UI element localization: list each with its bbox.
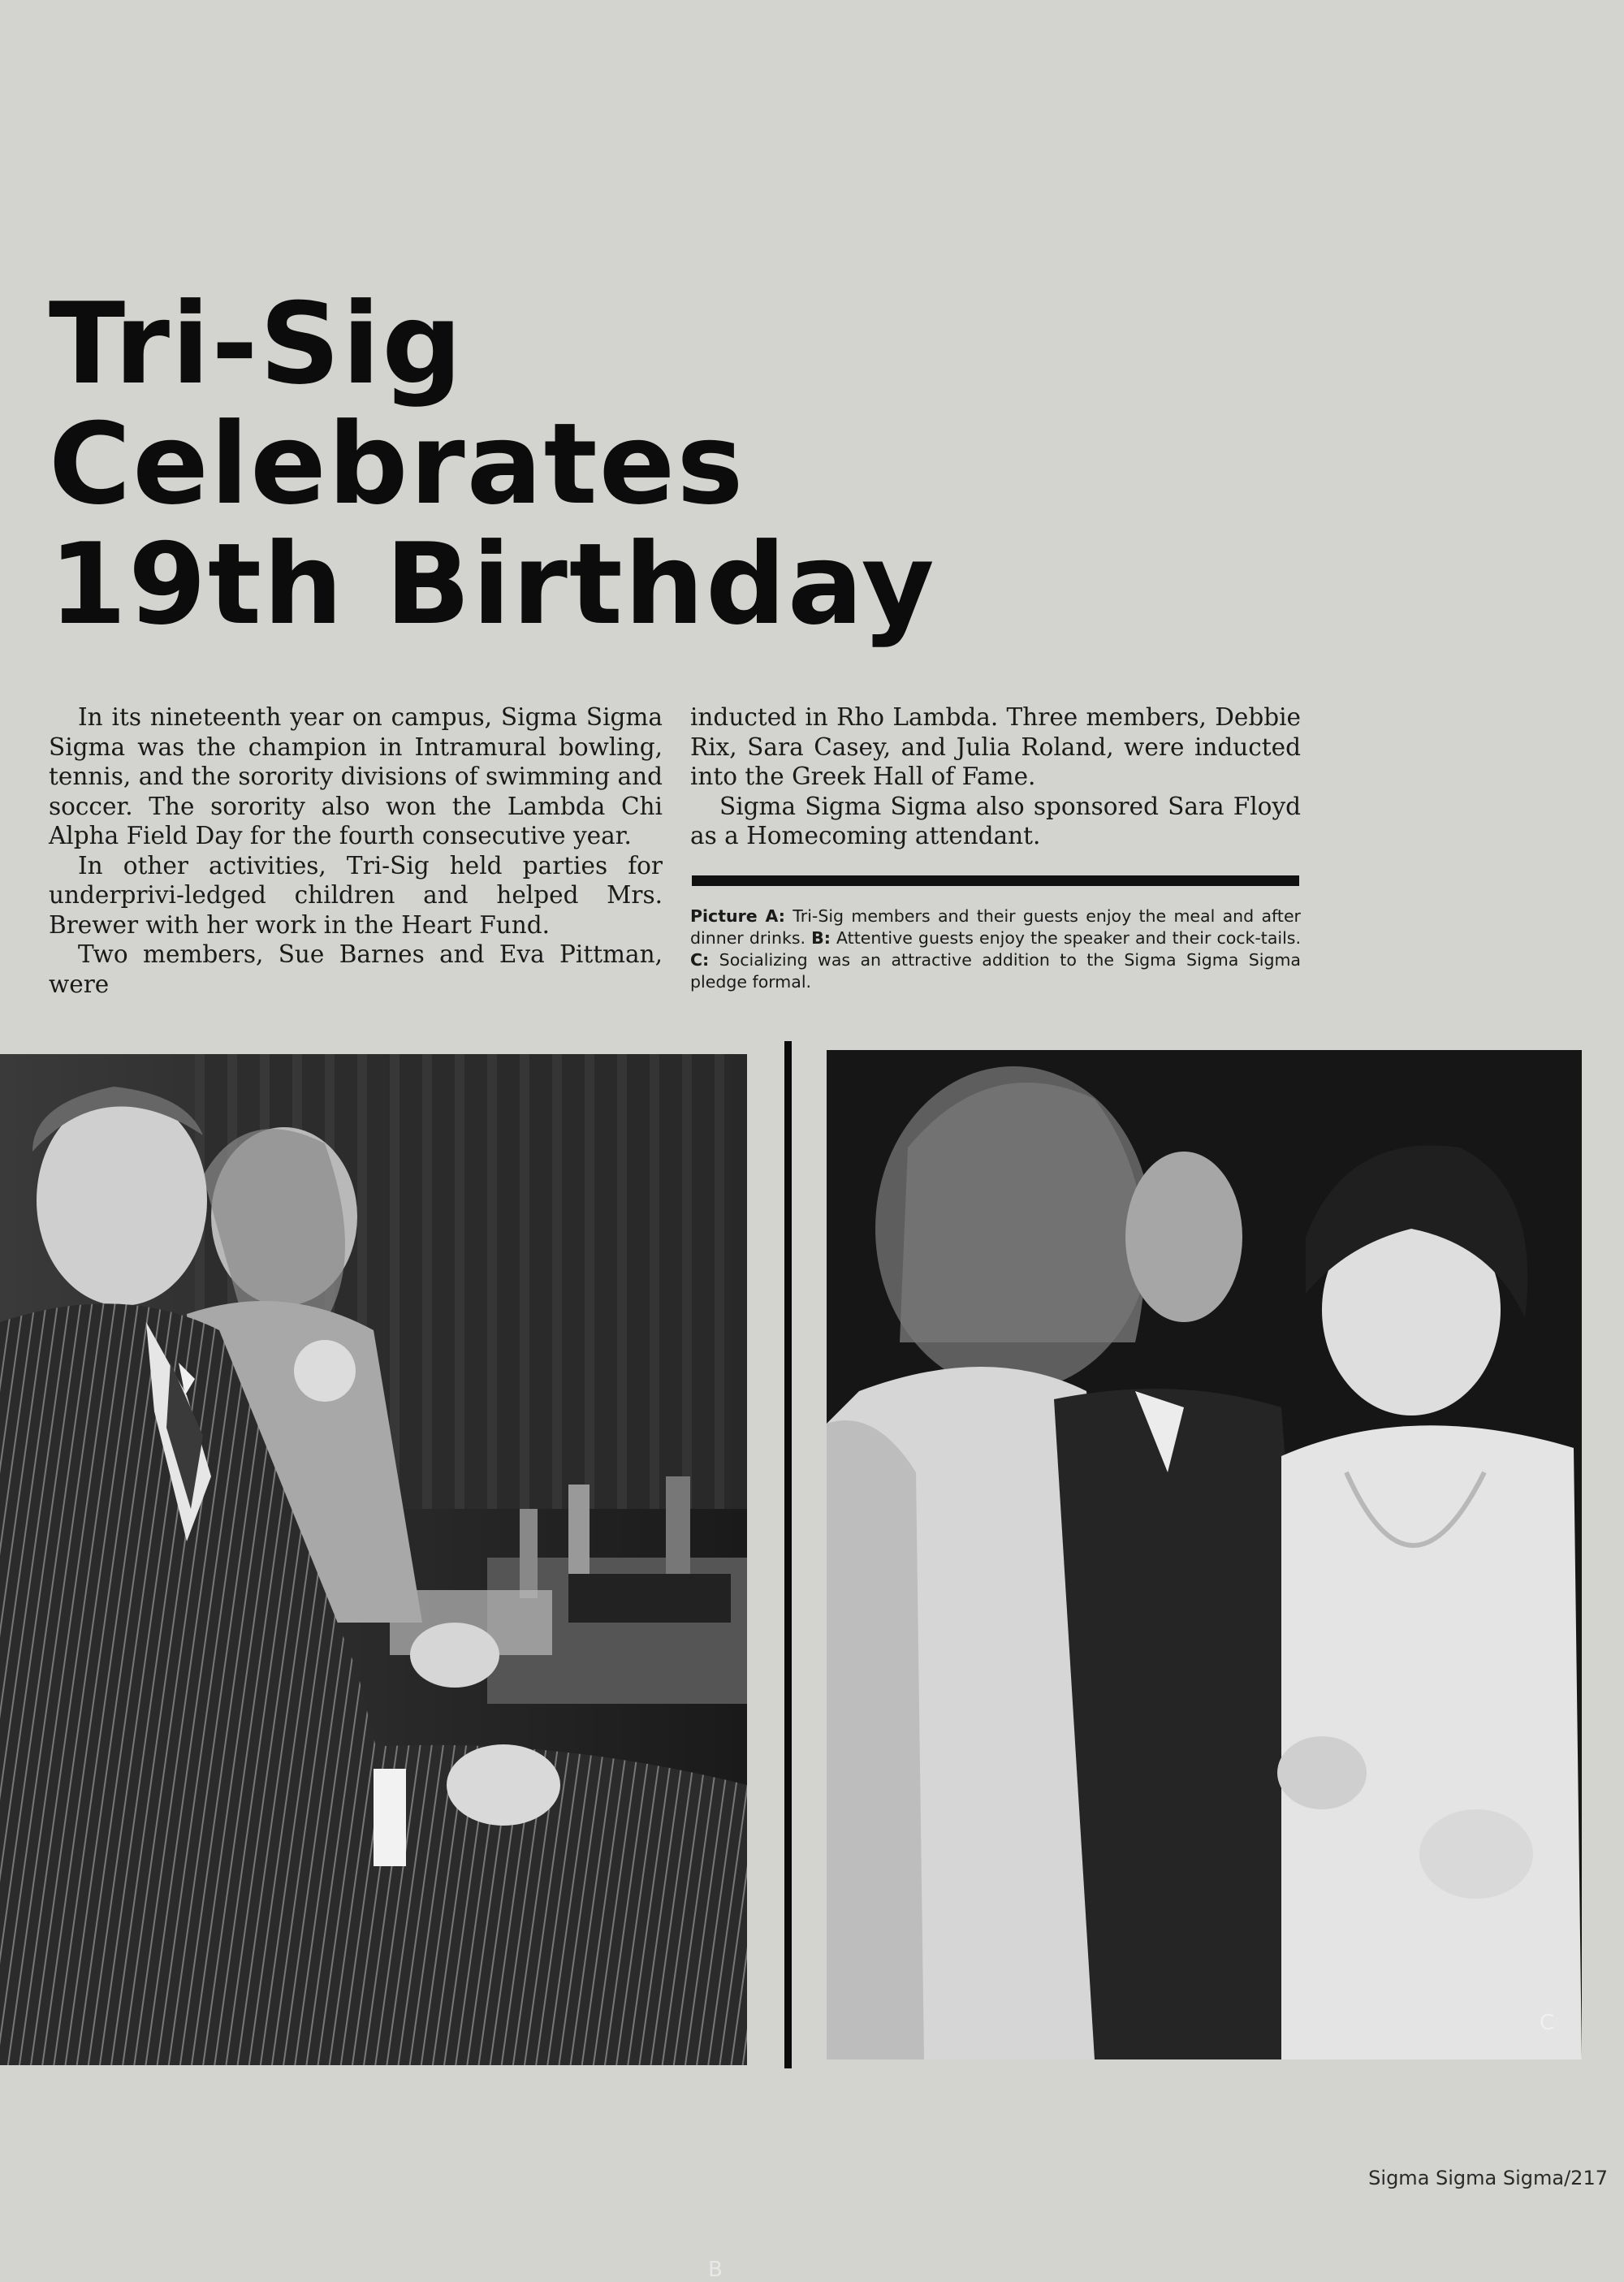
headline-line-1: Tri-Sig — [49, 279, 464, 409]
headline-line-2: Celebrates — [49, 399, 745, 529]
photo-divider — [784, 1041, 792, 2068]
page-footer: Sigma Sigma Sigma/217 — [1368, 2167, 1608, 2189]
headline-line-3: 19th Birthday — [49, 519, 936, 650]
photo-b-image — [0, 1054, 747, 2065]
photo-caption — [690, 905, 1301, 993]
photo-b-letter: B — [708, 2258, 723, 2282]
paragraph: In other activities, Tri-Sig held parties for underprivi-ledged children and helped Mrs. Brewer with her work in the Heart Fund. — [49, 851, 663, 939]
caption-label-c: C: — [690, 950, 710, 970]
photo-b — [0, 1054, 747, 2282]
article-column-right — [690, 702, 1301, 851]
paragraph: In its nineteenth year on campus, Sigma Sigma Sigma was the champion in Intramural bowling, tennis, and the sorority divisions of swimming and soccer. The sorority also won the Lambda Chi Alpha Field Day for the fourth consecutive year. — [49, 703, 663, 849]
paragraph: inducted in Rho Lambda. Three members, Debbie Rix, Sara Casey, and Julia Roland, were inducted into the Greek Hall of Fame. — [690, 703, 1301, 790]
photo-c-image — [827, 1050, 1582, 2059]
article-column-left — [49, 702, 663, 999]
paragraph: Two members, Sue Barnes and Eva Pittman, were — [49, 940, 663, 998]
headline — [49, 279, 942, 650]
section-rule — [692, 875, 1299, 886]
caption-text-b: Attentive guests enjoy the speaker and their cock-tails. — [830, 928, 1301, 948]
photo-c — [827, 1050, 1582, 2059]
caption-label-b: B: — [811, 928, 831, 948]
paragraph: Sigma Sigma Sigma also sponsored Sara Floyd as a Homecoming attendant. — [690, 792, 1301, 849]
caption-label-a: Picture A: — [690, 906, 785, 926]
caption-text-c: Socializing was an attractive addition to the Sigma Sigma Sigma pledge formal. — [690, 950, 1301, 992]
photo-c-letter: C — [1540, 2011, 1555, 2035]
caption-text-a: Tri-Sig members and their guests enjoy the meal and after dinner drinks. — [690, 906, 1301, 948]
